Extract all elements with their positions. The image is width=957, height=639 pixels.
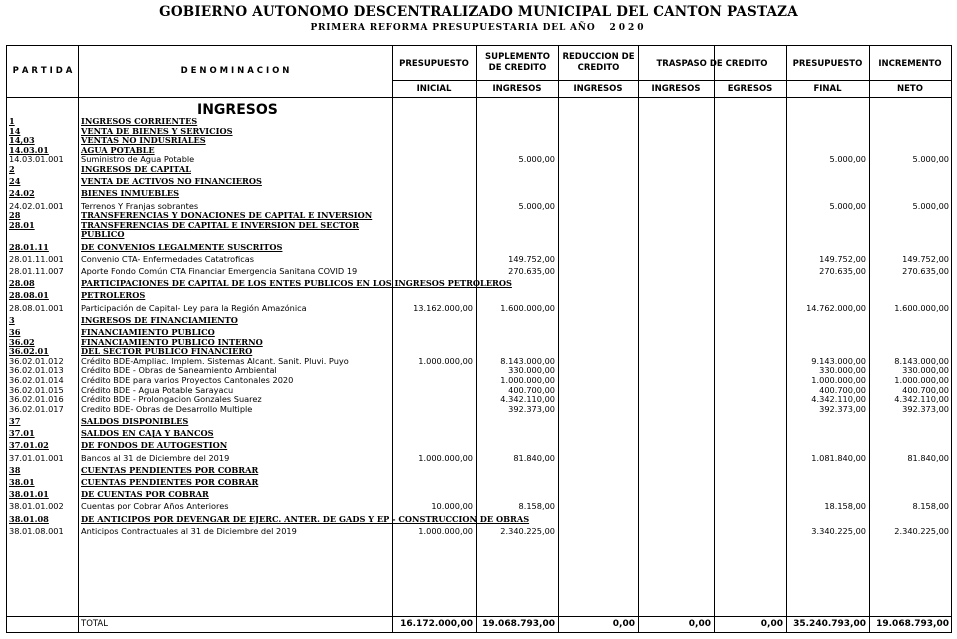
table-row	[7, 304, 951, 314]
denominacion-text: Terrenos Y Franjas sobrantes	[81, 200, 199, 211]
amount-fin: 330.000,00	[819, 365, 866, 376]
amount-neto: 149.752,00	[902, 253, 949, 264]
amount-neto: 8.143.000,00	[894, 355, 949, 366]
amount-neto: 270.635,00	[902, 266, 949, 276]
denominacion-text: DE FONDOS DE AUTOGESTION	[81, 440, 228, 451]
amount-neto: 5.000,00	[912, 154, 949, 165]
denominacion-text: CUENTAS PENDIENTES POR COBRAR	[81, 477, 259, 487]
amount-neto: 2.340.225,00	[894, 525, 949, 536]
partida-code: 14.03.01.001	[9, 154, 64, 165]
partida-code: 36.02.01.013	[9, 365, 64, 376]
denominacion-text: PARTICIPACIONES DE CAPITAL DE LOS ENTES PUBLICOS EN LOS INGRESOS PETROLEROS	[81, 278, 512, 289]
denominacion-text: Crédito BDE-Ampliac. Implem. Sistemas Alcant. Sanit. Pluvi. Puyo	[81, 355, 349, 366]
amount-ini: 1.000.000,00	[418, 355, 473, 366]
amount-fin: 9.143.000,00	[811, 355, 866, 366]
partida-code: 24.02.01.001	[9, 200, 64, 211]
partida-code: 14	[9, 125, 21, 136]
amount-ini: 1.000.000,00	[418, 525, 473, 536]
amount-fin: 400.700,00	[819, 384, 866, 395]
partida-code: 36.02.01.012	[9, 355, 64, 366]
total-inicial: 16.172.000,00	[400, 619, 473, 629]
table-row	[7, 279, 951, 289]
total-divider	[7, 616, 951, 617]
partida-code: 1	[9, 116, 15, 126]
amount-sup: 392.373,00	[508, 403, 555, 414]
col-neto: NETO	[897, 84, 923, 94]
col-reduccion-sub: INGRESOS	[573, 84, 623, 94]
col-reduccion: REDUCCION DE CREDITO	[562, 52, 635, 73]
col-suplemento-sub: INGRESOS	[492, 84, 542, 94]
denominacion-text: FINANCIAMIENTO PUBLICO INTERNO	[81, 336, 263, 347]
table-row	[7, 221, 951, 231]
table-row	[7, 255, 951, 265]
amount-neto: 5.000,00	[912, 200, 949, 211]
denominacion-text: SALDOS EN CAJA Y BANCOS	[81, 428, 214, 439]
amount-fin: 14.762.000,00	[806, 302, 866, 313]
denominacion-text: Anticipos Contractuales al 31 de Diciembre del 2019	[81, 525, 297, 536]
denominacion-text: Participación de Capital- Ley para la Región Amazónica	[81, 302, 307, 313]
amount-ini: 10.000,00	[431, 501, 473, 512]
partida-code: 38.01.01	[9, 489, 49, 500]
amount-sup: 5.000,00	[518, 200, 555, 211]
denominacion-text: Crédito BDE - Prolongacion Gonzales Suarez	[81, 394, 262, 405]
amount-fin: 1.081.840,00	[811, 452, 866, 463]
total-row	[7, 620, 951, 630]
partida-code: 37.01.01.001	[9, 452, 64, 463]
denominacion-text: INGRESOS DE CAPITAL	[81, 164, 191, 174]
amount-ini: 13.162.000,00	[413, 302, 473, 313]
amount-fin: 1.000.000,00	[811, 375, 866, 385]
partida-code: 36	[9, 327, 21, 337]
denominacion-text: Suministro de Agua Potable	[81, 154, 195, 165]
col-presupuesto: PRESUPUESTO	[399, 59, 469, 69]
amount-neto: 8.158,00	[912, 501, 949, 512]
denominacion-text: Crédito BDE para varios Proyectos Cantonales 2020	[81, 375, 294, 385]
partida-code: 38.01.08	[9, 513, 49, 524]
denominacion-text: Bancos al 31 de Diciembre del 2019	[81, 452, 230, 463]
table-row	[7, 454, 951, 464]
partida-code: 36.02.01.014	[9, 375, 64, 385]
amount-sup: 270.635,00	[508, 266, 555, 276]
amount-sup: 8.158,00	[518, 501, 555, 512]
total-label: TOTAL	[81, 619, 108, 629]
section-title: INGRESOS	[197, 102, 278, 118]
table-row	[7, 165, 951, 175]
total-final: 35.240.793,00	[793, 619, 866, 629]
header-divider	[392, 80, 951, 81]
denominacion-text: AGUA POTABLE	[81, 144, 155, 155]
denominacion-text: TRANSFERENCIAS Y DONACIONES DE CAPITAL E INVERSION	[81, 210, 373, 221]
denominacion-text: Credito BDE- Obras de Desarrollo Multiple	[81, 403, 253, 414]
amount-neto: 81.840,00	[907, 452, 949, 463]
partida-code: 24.02	[9, 188, 35, 199]
denominacion-text: VENTA DE BIENES Y SERVICIOS	[81, 125, 233, 136]
partida-code: 2	[9, 164, 15, 174]
amount-sup: 81.840,00	[513, 452, 555, 463]
amount-fin: 5.000,00	[829, 154, 866, 165]
table-row	[7, 230, 951, 240]
amount-fin: 3.340.225,00	[811, 525, 866, 536]
partida-code: 28.08.01	[9, 290, 49, 301]
denominacion-text: DE CUENTAS POR COBRAR	[81, 489, 209, 500]
amount-fin: 4.342.110,00	[811, 394, 866, 405]
table-row	[7, 466, 951, 476]
denominacion-text: VENTAS NO INDUSRIALES	[81, 135, 206, 146]
document-subtitle	[0, 23, 957, 33]
partida-code: 37.01.02	[9, 440, 49, 451]
denominacion-text: SALDOS DISPONIBLES	[81, 416, 189, 426]
amount-neto: 1.000.000,00	[894, 375, 949, 385]
denominacion-text: CUENTAS PENDIENTES POR COBRAR	[81, 464, 259, 475]
col-inicial: INICIAL	[416, 84, 452, 94]
amount-sup: 330.000,00	[508, 365, 555, 376]
denominacion-text: Crédito BDE - Obras de Saneamiento Ambiental	[81, 365, 277, 376]
amount-fin: 5.000,00	[829, 200, 866, 211]
table-row	[7, 243, 951, 253]
denominacion-text: DE ANTICIPOS POR DEVENGAR DE EJERC. ANTER. DE GADS Y EP - CONSTRUCCION DE OBRAS	[81, 513, 530, 524]
table-row	[7, 515, 951, 525]
partida-code: 38.01	[9, 477, 35, 487]
denominacion-text: DE CONVENIOS LEGALMENTE SUSCRITOS	[81, 241, 283, 252]
total-traspaso-ingresos: 0,00	[688, 619, 711, 629]
partida-code: 36.02.01.015	[9, 384, 64, 395]
partida-code: 28.01	[9, 219, 35, 230]
subtitle-year: 2020	[609, 23, 647, 33]
denominacion-text: TRANSFERENCIAS DE CAPITAL E INVERSION DEL SECTOR	[81, 219, 359, 230]
table-row	[7, 429, 951, 439]
total-traspaso-egresos: 0,00	[760, 619, 783, 629]
table-row	[7, 316, 951, 326]
amount-ini: 1.000.000,00	[418, 452, 473, 463]
header-bottom	[7, 97, 951, 98]
table-row	[7, 189, 951, 199]
partida-code: 24	[9, 176, 21, 187]
partida-code: 37.01	[9, 428, 35, 439]
table-row	[7, 527, 951, 537]
partida-code: 37	[9, 416, 21, 426]
total-reduccion: 0,00	[612, 619, 635, 629]
amount-sup: 2.340.225,00	[500, 525, 555, 536]
denominacion-text: INGRESOS CORRIENTES	[81, 116, 198, 126]
denominacion-text: PUBLICO	[81, 229, 125, 240]
partida-code: 28.01.11.001	[9, 253, 64, 264]
amount-sup: 8.143.000,00	[500, 355, 555, 366]
col-traspaso-ingresos: INGRESOS	[651, 84, 701, 94]
amount-fin: 18.158,00	[824, 501, 866, 512]
table-row	[7, 267, 951, 277]
partida-code: 36.02.01.016	[9, 394, 64, 405]
denominacion-text: INGRESOS DE FINANCIAMIENTO	[81, 314, 238, 325]
partida-code: 36.02.01	[9, 346, 49, 357]
table-row	[7, 417, 951, 427]
amount-sup: 149.752,00	[508, 253, 555, 264]
denominacion-text: Cuentas por Cobrar Años Anteriores	[81, 501, 229, 512]
partida-code: 28.08.01.001	[9, 302, 64, 313]
table-row	[7, 441, 951, 451]
amount-sup: 400.700,00	[508, 384, 555, 395]
partida-code: 38.01.08.001	[9, 525, 64, 536]
table-row	[7, 177, 951, 187]
amount-neto: 400.700,00	[902, 384, 949, 395]
subtitle-text: PRIMERA REFORMA PRESUPUESTARIA DEL AÑO	[310, 23, 596, 33]
partida-code: 14.03.01	[9, 144, 49, 155]
amount-sup: 1.600.000,00	[500, 302, 555, 313]
col-partida: P A R T I D A	[12, 66, 73, 76]
table-row	[7, 490, 951, 500]
denominacion-text: PETROLEROS	[81, 290, 146, 301]
denominacion-text: VENTA DE ACTIVOS NO FINANCIEROS	[81, 176, 262, 187]
col-final: FINAL	[813, 84, 842, 94]
partida-code: 36.02.01.017	[9, 403, 64, 414]
partida-code: 38	[9, 464, 21, 475]
amount-sup: 5.000,00	[518, 154, 555, 165]
denominacion-text: Aporte Fondo Común CTA Financiar Emergencia Sanitana COVID 19	[81, 266, 358, 276]
amount-fin: 270.635,00	[819, 266, 866, 276]
amount-fin: 392.373,00	[819, 403, 866, 414]
denominacion-text: Crédito BDE - Agua Potable Sarayacu	[81, 384, 234, 395]
partida-code: 3	[9, 314, 15, 325]
partida-code: 14,03	[9, 135, 35, 146]
amount-neto: 1.600.000,00	[894, 302, 949, 313]
col-presupuesto-final: PRESUPUESTO	[792, 59, 863, 69]
partida-code: 38.01.01.002	[9, 501, 64, 512]
col-traspaso: TRASPASO DE CREDITO	[656, 59, 768, 69]
amount-sup: 4.342.110,00	[500, 394, 555, 405]
partida-code: 36.02	[9, 336, 35, 347]
col-suplemento: SUPLEMENTO DE CREDITO	[485, 52, 550, 73]
budget-table	[6, 45, 952, 633]
amount-neto: 4.342.110,00	[894, 394, 949, 405]
col-denominacion: D E N O M I N A C I O N	[180, 66, 290, 76]
document-title: GOBIERNO AUTONOMO DESCENTRALIZADO MUNICIPAL DEL CANTON PASTAZA	[159, 4, 798, 20]
denominacion-text: FINANCIAMIENTO PUBLICO	[81, 327, 215, 337]
partida-code: 28.08	[9, 278, 35, 289]
partida-code: 28.01.11	[9, 241, 49, 252]
table-row	[7, 478, 951, 488]
table-row	[7, 405, 951, 415]
denominacion-text: Convenio CTA- Enfermedades Catatroficas	[81, 253, 255, 264]
denominacion-text: DEL SECTOR PUBLICO FINANCIERO	[81, 346, 253, 357]
amount-sup: 1.000.000,00	[500, 375, 555, 385]
amount-neto: 392.373,00	[902, 403, 949, 414]
amount-neto: 330.000,00	[902, 365, 949, 376]
total-neto: 19.068.793,00	[876, 619, 949, 629]
col-traspaso-egresos: EGRESOS	[727, 84, 773, 94]
table-row	[7, 502, 951, 512]
table-row	[7, 291, 951, 301]
denominacion-text: BIENES INMUEBLES	[81, 188, 180, 199]
total-suplemento: 19.068.793,00	[482, 619, 555, 629]
partida-code: 28.01.11.007	[9, 266, 64, 276]
partida-code: 28	[9, 210, 21, 221]
amount-fin: 149.752,00	[819, 253, 866, 264]
col-incremento: INCREMENTO	[878, 59, 942, 69]
